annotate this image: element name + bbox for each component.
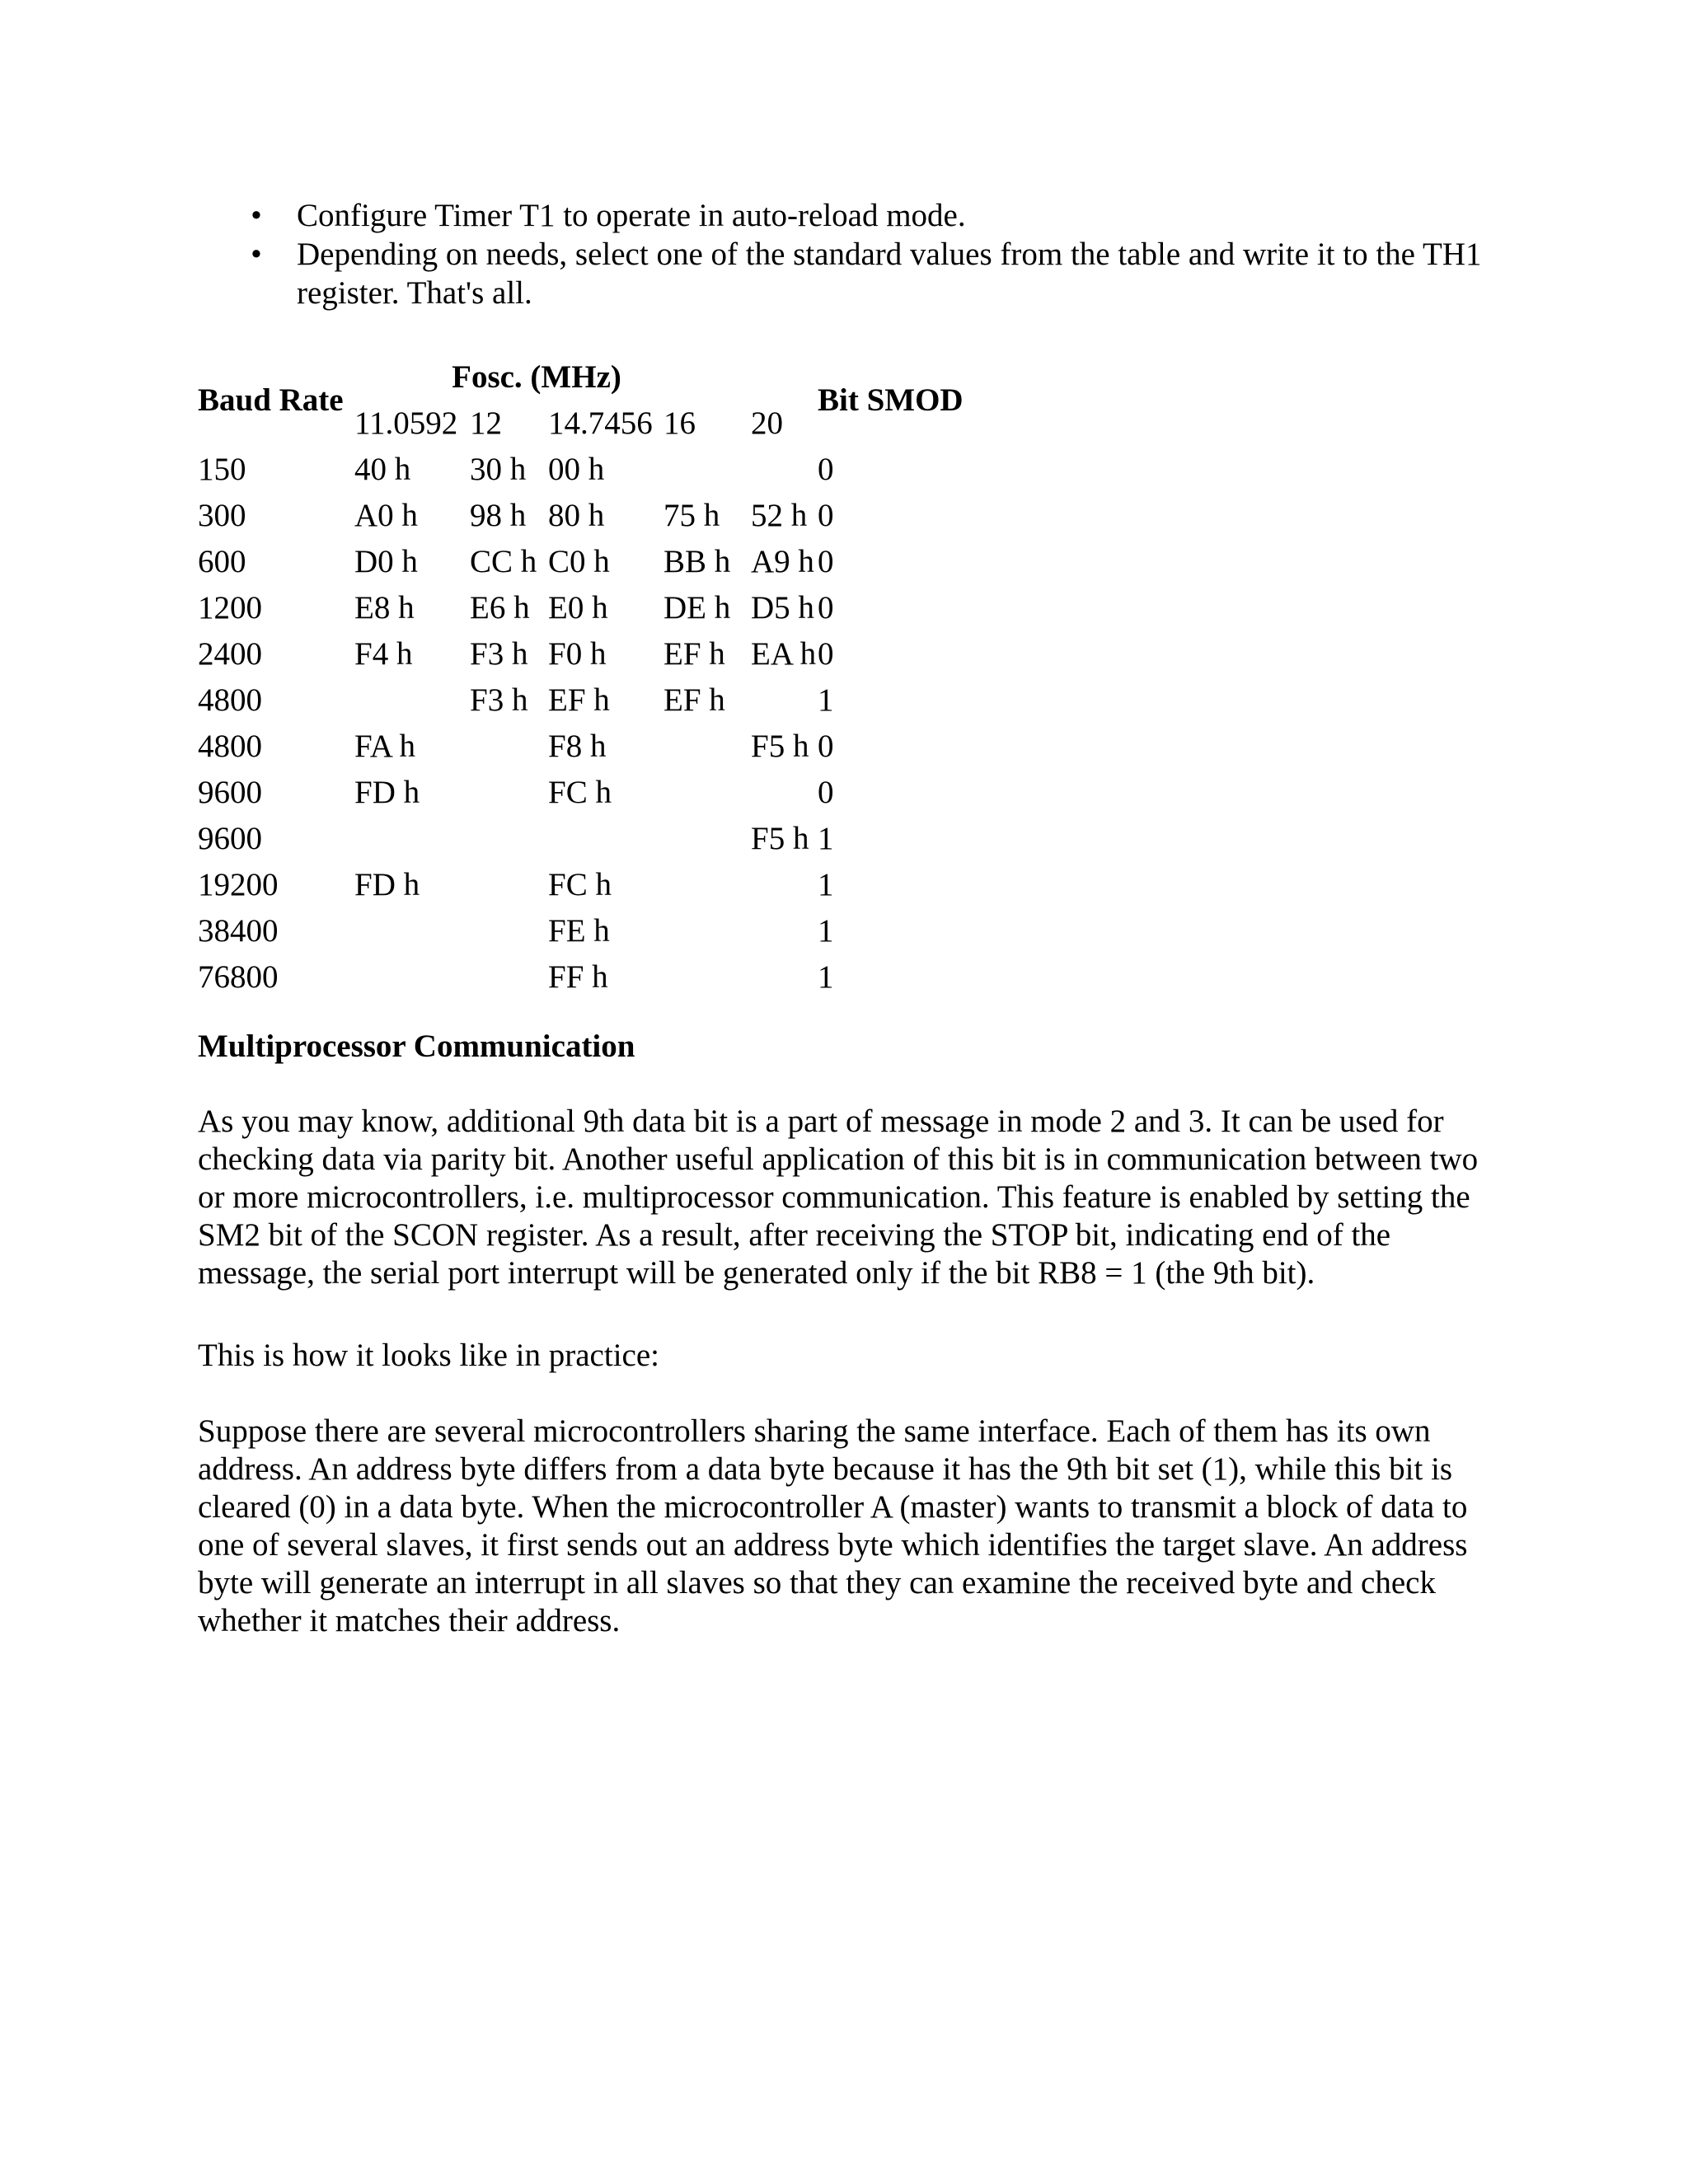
reload-value-cell [663,954,739,1001]
reload-value-cell [354,677,470,724]
reload-value-cell [663,770,739,816]
baud-rate-cell: 4800 [198,729,262,764]
table-row [198,585,982,631]
reload-value-cell [470,862,548,908]
reload-value-cell: F5 h [751,729,809,764]
reload-value-cell: A9 h [751,544,814,579]
frequency-header: 20 [751,405,783,441]
reload-value-cell: D0 h [354,544,418,579]
frequency-header: 11.0592 [354,405,458,441]
smod-cell: 0 [818,590,834,626]
reload-value-cell: 00 h [548,452,605,487]
reload-value-cell: FC h [548,867,612,902]
reload-value-cell [470,816,548,862]
smod-cell: 1 [818,959,834,995]
reload-value-cell: EF h [548,682,610,718]
baud-rate-cell: 600 [198,544,246,579]
reload-value-cell [739,677,818,724]
fosc-header: Fosc. (MHz) [452,359,621,395]
smod-cell: 0 [818,775,834,810]
baud-rate-table-wrap [198,354,982,1001]
table-row [198,862,982,908]
baud-rate-table [198,354,982,1001]
reload-value-cell [663,447,739,493]
bullet-text: Configure Timer T1 to operate in auto-reload mode. [297,198,966,233]
reload-value-cell [739,770,818,816]
bullet-item [244,196,1513,235]
reload-value-cell [470,954,548,1001]
baud-rate-cell: 1200 [198,590,262,626]
table-header-row [198,354,982,401]
paragraph: As you may know, additional 9th data bit is a part of message in mode 2 and 3. It can be used for checking data via parity bit. Another useful application of this bit is in communication between two or more microcontrollers, i.e. multiprocessor communication. This feature is enabled by setting the SM2 bit of the SCON register. As a result, after receiving the STOP bit, indicating end of the message, the serial port interrupt will be generated only if the bit RB8 = 1 (the 9th bit). [198,1104,1479,1291]
reload-value-cell: E6 h [470,590,530,626]
reload-value-cell: F4 h [354,636,413,672]
table-row [198,447,982,493]
smod-cell: 0 [818,729,834,764]
reload-value-cell: EF h [663,682,725,718]
reload-value-cell: CC h [470,544,537,579]
reload-value-cell: 40 h [354,452,411,487]
table-row [198,724,982,770]
reload-value-cell [470,724,548,770]
smod-cell: 0 [818,498,834,533]
reload-value-cell: 52 h [751,498,808,533]
reload-value-cell: FF h [548,959,608,995]
paragraph: This is how it looks like in practice: [198,1338,659,1373]
reload-value-cell: BB h [663,544,731,579]
smod-cell: 1 [818,821,834,856]
bullet-list [244,196,1513,312]
reload-value-cell [663,816,739,862]
reload-value-cell [739,862,818,908]
reload-value-cell: FE h [548,913,610,949]
reload-value-cell: F0 h [548,636,607,672]
reload-value-cell [739,908,818,954]
baud-rate-cell: 150 [198,452,246,487]
smod-header: Bit SMOD [818,382,964,418]
baud-rate-cell: 19200 [198,867,279,902]
reload-value-cell [470,908,548,954]
baud-rate-cell: 300 [198,498,246,533]
smod-cell: 1 [818,913,834,949]
bullet-dot-icon: • [251,237,262,272]
reload-value-cell: FC h [548,775,612,810]
reload-value-cell: FD h [354,867,420,902]
reload-value-cell [470,770,548,816]
reload-value-cell [354,816,470,862]
reload-value-cell [739,447,818,493]
reload-value-cell: DE h [663,590,731,626]
reload-value-cell: F8 h [548,729,607,764]
baud-rate-cell: 9600 [198,821,262,856]
baud-rate-cell: 4800 [198,682,262,718]
table-row [198,816,982,862]
reload-value-cell [354,908,470,954]
smod-cell: 1 [818,867,834,902]
reload-value-cell: 98 h [470,498,527,533]
paragraph: Suppose there are several microcontrollers sharing the same interface. Each of them has its own address. An address byte differs from a data byte because it has the 9th bit set (1), while this bit is cleared (0) in a data byte. When the microcontroller A (master) wants to transmit a block of data to one of several slaves, it first sends out an address byte which identifies the target slave. An address byte will generate an interrupt in all slaves so that they can examine the received byte and check whether it matches their address. [198,1413,1468,1638]
reload-value-cell [739,954,818,1001]
reload-value-cell: E8 h [354,590,415,626]
bullet-item [244,235,1513,312]
table-body [198,447,982,1001]
reload-value-cell: FA h [354,729,416,764]
frequency-header: 14.7456 [548,405,653,441]
bullet-text: Depending on needs, select one of the standard values from the table and write it to the TH1 register. That's all. [297,237,1482,311]
frequency-header: 16 [663,405,696,441]
reload-value-cell [354,954,470,1001]
smod-cell: 1 [818,682,834,718]
reload-value-cell: EA h [751,636,817,672]
reload-value-cell: E0 h [548,590,608,626]
table-row [198,954,982,1001]
reload-value-cell: F3 h [470,682,528,718]
table-row [198,677,982,724]
smod-cell: 0 [818,636,834,672]
reload-value-cell: 75 h [663,498,720,533]
reload-value-cell: C0 h [548,544,610,579]
baud-rate-cell: 2400 [198,636,262,672]
frequency-header: 12 [470,405,502,441]
reload-value-cell [548,816,663,862]
reload-value-cell [663,908,739,954]
section-title: Multiprocessor Communication [198,1029,635,1064]
table-row [198,770,982,816]
table-row [198,493,982,539]
reload-value-cell: F3 h [470,636,528,672]
bullet-dot-icon: • [251,198,262,233]
baud-rate-cell: 9600 [198,775,262,810]
table-row [198,908,982,954]
reload-value-cell: 80 h [548,498,605,533]
table-row [198,631,982,677]
baud-rate-cell: 38400 [198,913,279,949]
reload-value-cell: FD h [354,775,420,810]
smod-cell: 0 [818,452,834,487]
reload-value-cell: F5 h [751,821,809,856]
table-row [198,539,982,585]
baud-rate-header: Baud Rate [198,382,344,418]
reload-value-cell: D5 h [751,590,814,626]
reload-value-cell: A0 h [354,498,418,533]
smod-cell: 0 [818,544,834,579]
reload-value-cell [663,724,739,770]
reload-value-cell: EF h [663,636,725,672]
baud-rate-cell: 76800 [198,959,279,995]
reload-value-cell [663,862,739,908]
reload-value-cell: 30 h [470,452,527,487]
